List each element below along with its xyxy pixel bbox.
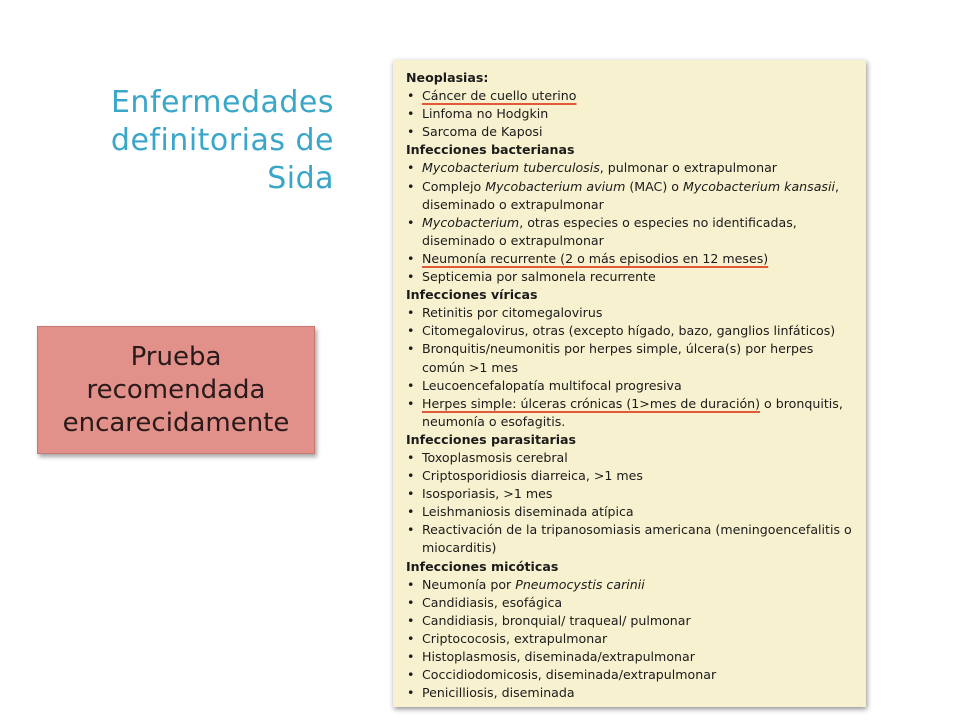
list-item: • Linfoma no Hodgkin	[406, 105, 858, 123]
list-item: • Neumonía por Pneumocystis carinii	[406, 576, 858, 594]
list-item: • Criptococosis, extrapulmonar	[406, 630, 858, 648]
section-heading: Infecciones víricas	[406, 287, 538, 303]
list-item: • Isosporiasis, >1 mes	[406, 485, 858, 503]
list-item: • Cáncer de cuello uterino	[406, 87, 858, 105]
disease-list-panel	[393, 60, 866, 707]
list-item: • Penicilliosis, diseminada	[406, 684, 858, 702]
list-item: • Leucoencefalopatía multifocal progresiva	[406, 377, 858, 395]
section-heading: Infecciones micóticas	[406, 558, 559, 574]
list-item: • Retinitis por citomegalovirus	[406, 304, 858, 322]
slide-title: Enfermedades definitorias de Sida	[110, 85, 334, 196]
recommendation-badge-text: Prueba recomendada encarecidamente	[62, 341, 290, 438]
list-item: • Bronquitis/neumonitis por herpes simple, úlcera(s) por herpes común >1 mes	[406, 340, 858, 376]
list-item: • Septicemia por salmonela recurrente	[406, 268, 858, 286]
list-item: • Histoplasmosis, diseminada/extrapulmonar	[406, 648, 858, 666]
list-item: • Sarcoma de Kaposi	[406, 123, 858, 141]
recommendation-badge	[37, 326, 315, 454]
list-item: • Mycobacterium tuberculosis, pulmonar o extrapulmonar	[406, 159, 858, 177]
section-heading: Infecciones bacterianas	[406, 142, 575, 158]
section	[406, 69, 858, 141]
list-item: • Mycobacterium, otras especies o especies no identificadas, diseminado o extrapulmonar	[406, 214, 858, 250]
section	[406, 141, 858, 286]
list-item: • Candidiasis, esofágica	[406, 594, 858, 612]
list-item: • Herpes simple: úlceras crónicas (1>mes de duración) o bronquitis, neumonía o esofagitis.	[406, 395, 858, 431]
section	[406, 286, 858, 431]
list-item: • Citomegalovirus, otras (excepto hígado, bazo, ganglios linfáticos)	[406, 322, 858, 340]
list-item: • Toxoplasmosis cerebral	[406, 449, 858, 467]
list-item: • Leishmaniosis diseminada atípica	[406, 503, 858, 521]
list-item: • Criptosporidiosis diarreica, >1 mes	[406, 467, 858, 485]
list-item: • Candidiasis, bronquial/ traqueal/ pulmonar	[406, 612, 858, 630]
section	[406, 558, 858, 703]
section-heading: Infecciones parasitarias	[406, 431, 577, 447]
list-item: • Coccidiodomicosis, diseminada/extrapulmonar	[406, 666, 858, 684]
section-heading: Neoplasias:	[406, 70, 489, 85]
list-item: • Neumonía recurrente (2 o más episodios en 12 meses)	[406, 250, 858, 268]
section	[406, 431, 858, 558]
list-item: • Complejo Mycobacterium avium (MAC) o Mycobacterium kansasii, diseminado o extrapulmonar	[406, 178, 858, 214]
list-item: • Reactivación de la tripanosomiasis americana (meningoencefalitis o miocarditis)	[406, 521, 858, 557]
